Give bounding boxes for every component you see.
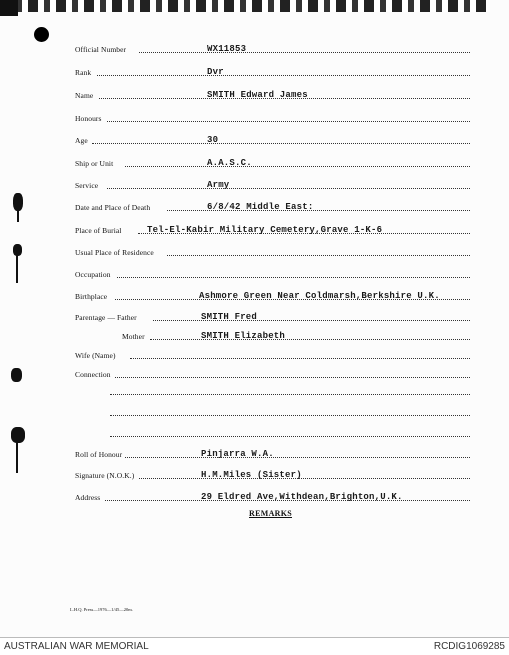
place-burial-value: Tel-El-Kabir Military Cemetery,Grave 1-K-6 <box>147 225 383 235</box>
dotted-line <box>117 277 470 278</box>
place-burial-label: Place of Burial <box>75 226 122 235</box>
rank-value: Dvr <box>207 67 224 77</box>
ship-or-unit-row <box>75 155 470 169</box>
connection-row <box>75 366 470 380</box>
roll-of-honour-value: Pinjarra W.A. <box>201 449 274 459</box>
dotted-line <box>97 75 470 76</box>
binder-mark <box>11 427 25 443</box>
place-burial-row <box>75 222 470 236</box>
binder-mark <box>16 443 18 473</box>
birthplace-row <box>75 288 470 302</box>
mother-label: Mother <box>122 332 145 341</box>
date-place-death-label: Date and Place of Death <box>75 203 151 212</box>
dotted-line <box>167 255 470 256</box>
dotted-line <box>115 377 470 378</box>
signature-nok-row <box>75 467 470 481</box>
binder-mark <box>11 368 22 382</box>
mother-row <box>122 328 470 342</box>
dotted-line <box>130 358 470 359</box>
service-row <box>75 177 470 191</box>
scan-corner-shadow <box>0 0 18 16</box>
roll-of-honour-label: Roll of Honour <box>75 450 123 459</box>
birthplace-label: Birthplace <box>75 292 108 301</box>
parentage-father-value: SMITH Fred <box>201 312 258 322</box>
dotted-line <box>139 478 470 479</box>
occupation-row <box>75 266 470 280</box>
dotted-line <box>107 188 470 189</box>
age-row <box>75 132 470 146</box>
service-value: Army <box>207 180 230 190</box>
birthplace-value: Ashmore Green Near Coldmarsh,Berkshire U.K. <box>199 291 440 301</box>
rank-label: Rank <box>75 68 92 77</box>
date-place-death-row <box>75 199 470 213</box>
wife-row <box>75 347 470 361</box>
footer-bar <box>0 637 509 655</box>
age-label: Age <box>75 136 88 145</box>
connection-label: Connection <box>75 370 111 379</box>
connection-line <box>110 415 470 416</box>
printer-note: L.H.Q. Press—1976—1/45—20m. <box>70 607 133 612</box>
name-label: Name <box>75 91 94 100</box>
dotted-line <box>139 52 470 53</box>
usual-residence-label: Usual Place of Residence <box>75 248 154 257</box>
binder-mark <box>13 193 23 211</box>
ship-or-unit-label: Ship or Unit <box>75 159 114 168</box>
mother-value: SMITH Elizabeth <box>201 331 286 341</box>
connection-line <box>110 394 470 395</box>
occupation-label: Occupation <box>75 270 111 279</box>
binder-mark <box>17 210 19 222</box>
dotted-line <box>125 457 470 458</box>
wife-label: Wife (Name) <box>75 351 116 360</box>
address-value: 29 Eldred Ave,Withdean,Brighton,U.K. <box>201 492 403 502</box>
dotted-line <box>125 166 470 167</box>
rank-row <box>75 64 470 78</box>
name-value: SMITH Edward James <box>207 90 308 100</box>
roll-of-honour-row <box>75 446 470 460</box>
service-label: Service <box>75 181 99 190</box>
official-number-value: WX11853 <box>207 44 247 54</box>
binder-mark <box>16 255 18 283</box>
footer-institution: AUSTRALIAN WAR MEMORIAL <box>4 641 149 652</box>
footer-record-id: RCDIG1069285 <box>433 641 505 652</box>
connection-line <box>110 436 470 437</box>
scan-edge-strip <box>0 0 490 12</box>
official-number-label: Official Number <box>75 45 127 54</box>
name-row <box>75 87 470 101</box>
address-label: Address <box>75 493 101 502</box>
usual-residence-row <box>75 244 470 258</box>
honours-row <box>75 110 470 124</box>
parentage-father-row <box>75 309 470 323</box>
binder-hole <box>34 27 49 42</box>
parentage-father-label: Parentage — Father <box>75 313 137 322</box>
date-place-death-value: 6/8/42 Middle East: <box>207 202 314 212</box>
official-number-row <box>75 41 470 55</box>
signature-nok-label: Signature (N.O.K.) <box>75 471 135 480</box>
signature-nok-value: H.M.Miles (Sister) <box>201 470 302 480</box>
address-row <box>75 489 470 503</box>
remarks-heading: REMARKS <box>249 509 292 518</box>
age-value: 30 <box>207 135 219 145</box>
ship-or-unit-value: A.A.S.C. <box>207 158 252 168</box>
honours-label: Honours <box>75 114 102 123</box>
dotted-line <box>150 339 470 340</box>
dotted-line <box>107 121 470 122</box>
dotted-line <box>92 143 470 144</box>
